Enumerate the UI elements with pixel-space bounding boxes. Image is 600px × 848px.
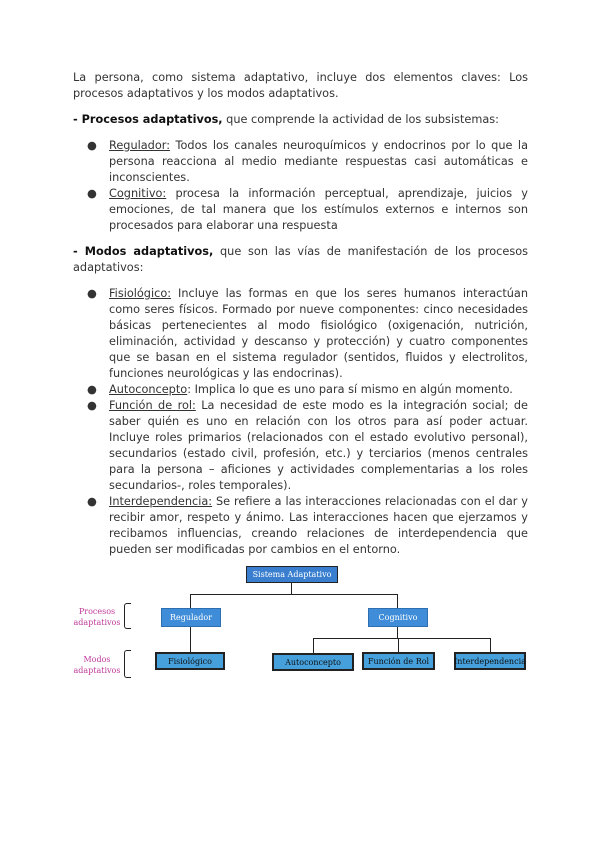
connector-line [397,627,398,638]
diagram-root-box: Sistema Adaptativo [246,566,338,583]
term-regulador: Regulador: [109,139,171,152]
list-item-funcion-rol [73,398,528,494]
bullet-icon: ● [87,187,97,200]
list-item-fisiologico [73,286,528,382]
term-cognitivo: Cognitivo: [109,187,167,200]
diagram-regulador-box: Regulador [161,608,221,627]
procesos-heading-bold: - Procesos adaptativos, [73,113,223,126]
label-modos-adaptativos: Modos adaptativos [73,655,121,675]
bullet-icon: ● [87,399,97,412]
connector-line [190,594,398,595]
connector-line [397,594,398,608]
procesos-heading [73,112,528,128]
bracket-modos [124,650,131,678]
procesos-list [73,138,528,234]
bracket-procesos [124,603,131,629]
text-interdependencia: Se refiere a las interacciones relacionadas con el dar y recibir amor, respeto y ánimo. Las interacciones hacen que ejerzamos y recibamos influencias, creando relaciones de interdependencia que pueden ser modificadas por cambios en el entorno. [109,495,528,556]
modos-list [73,286,528,558]
connector-line [190,594,191,608]
text-cognitivo: procesa la información perceptual, aprendizaje, juicios y emociones, de tal manera que los estímulos externos e internos son procesados para elaborar una respuesta [109,187,528,232]
text-fisiologico: Incluye las formas en que los seres humanos interactúan como seres físicos. Formado por nueve componentes: cinco necesidades básicas pertenecientes al modo fisiológico (oxigenación, nutrición, eliminación, actividad y descanso y protección) y cuatro componentes que se basan en el sistema regulador (sentidos, fluidos y electrolitos, funciones neurológicas y las endocrinas). [109,287,528,380]
procesos-heading-rest: que comprende la actividad de los subsistemas: [222,113,499,126]
bullet-icon: ● [87,383,97,396]
diagram-funcion-rol-box: Función de Rol [362,652,435,670]
diagram-fisiologico-box: Fisiológico [155,652,225,670]
list-item-regulador [73,138,528,186]
text-regulador: Todos los canales neuroquímicos y endocrinos por lo que la persona reacciona al medio mediante respuestas casi automáticas e inconscientes. [109,139,528,184]
text-funcion-rol: La necesidad de este modo es la integración social; de saber quién es uno en relación con los otros para así poder actuar. Incluye roles primarios (relacionados con el estado evolutivo personal), secundarios (estado civil, profesión, etc.) y terciarios (menos centrales para la persona – aficiones y actividades complementarias a los roles secundarios-, roles temporales). [109,399,528,492]
connector-line [313,638,314,653]
term-fisiologico: Fisiológico: [109,287,172,300]
modos-heading-bold: - Modos adaptativos, [73,245,214,258]
connector-line [190,627,191,652]
text-autoconcepto: : Implica lo que es uno para sí mismo en algún momento. [187,383,513,396]
list-item-autoconcepto [73,382,528,398]
connector-line [490,638,491,653]
term-interdependencia: Interdependencia: [109,495,213,508]
diagram-interdependencia-box: Interdependencia [454,652,526,670]
list-item-cognitivo [73,186,528,234]
modos-heading-rest: que son las vías de manifestación de los procesos adaptativos: [73,245,528,274]
bullet-icon: ● [87,139,97,152]
document-body [73,70,528,568]
modos-heading [73,244,528,276]
bullet-icon: ● [87,287,97,300]
connector-line [291,583,292,594]
list-item-interdependencia [73,494,528,558]
connector-line [313,638,491,639]
bullet-icon: ● [87,495,97,508]
diagram-cognitivo-box: Cognitivo [368,608,428,627]
label-procesos-adaptativos: Procesos adaptativos [73,607,121,627]
term-autoconcepto: Autoconcepto [109,383,188,396]
intro-paragraph: La persona, como sistema adaptativo, incluye dos elementos claves: Los procesos adaptativos y los modos adaptativos. [73,71,528,100]
diagram-autoconcepto-box: Autoconcepto [272,653,354,671]
connector-line [398,638,399,653]
term-funcion-rol: Función de rol: [109,399,196,412]
